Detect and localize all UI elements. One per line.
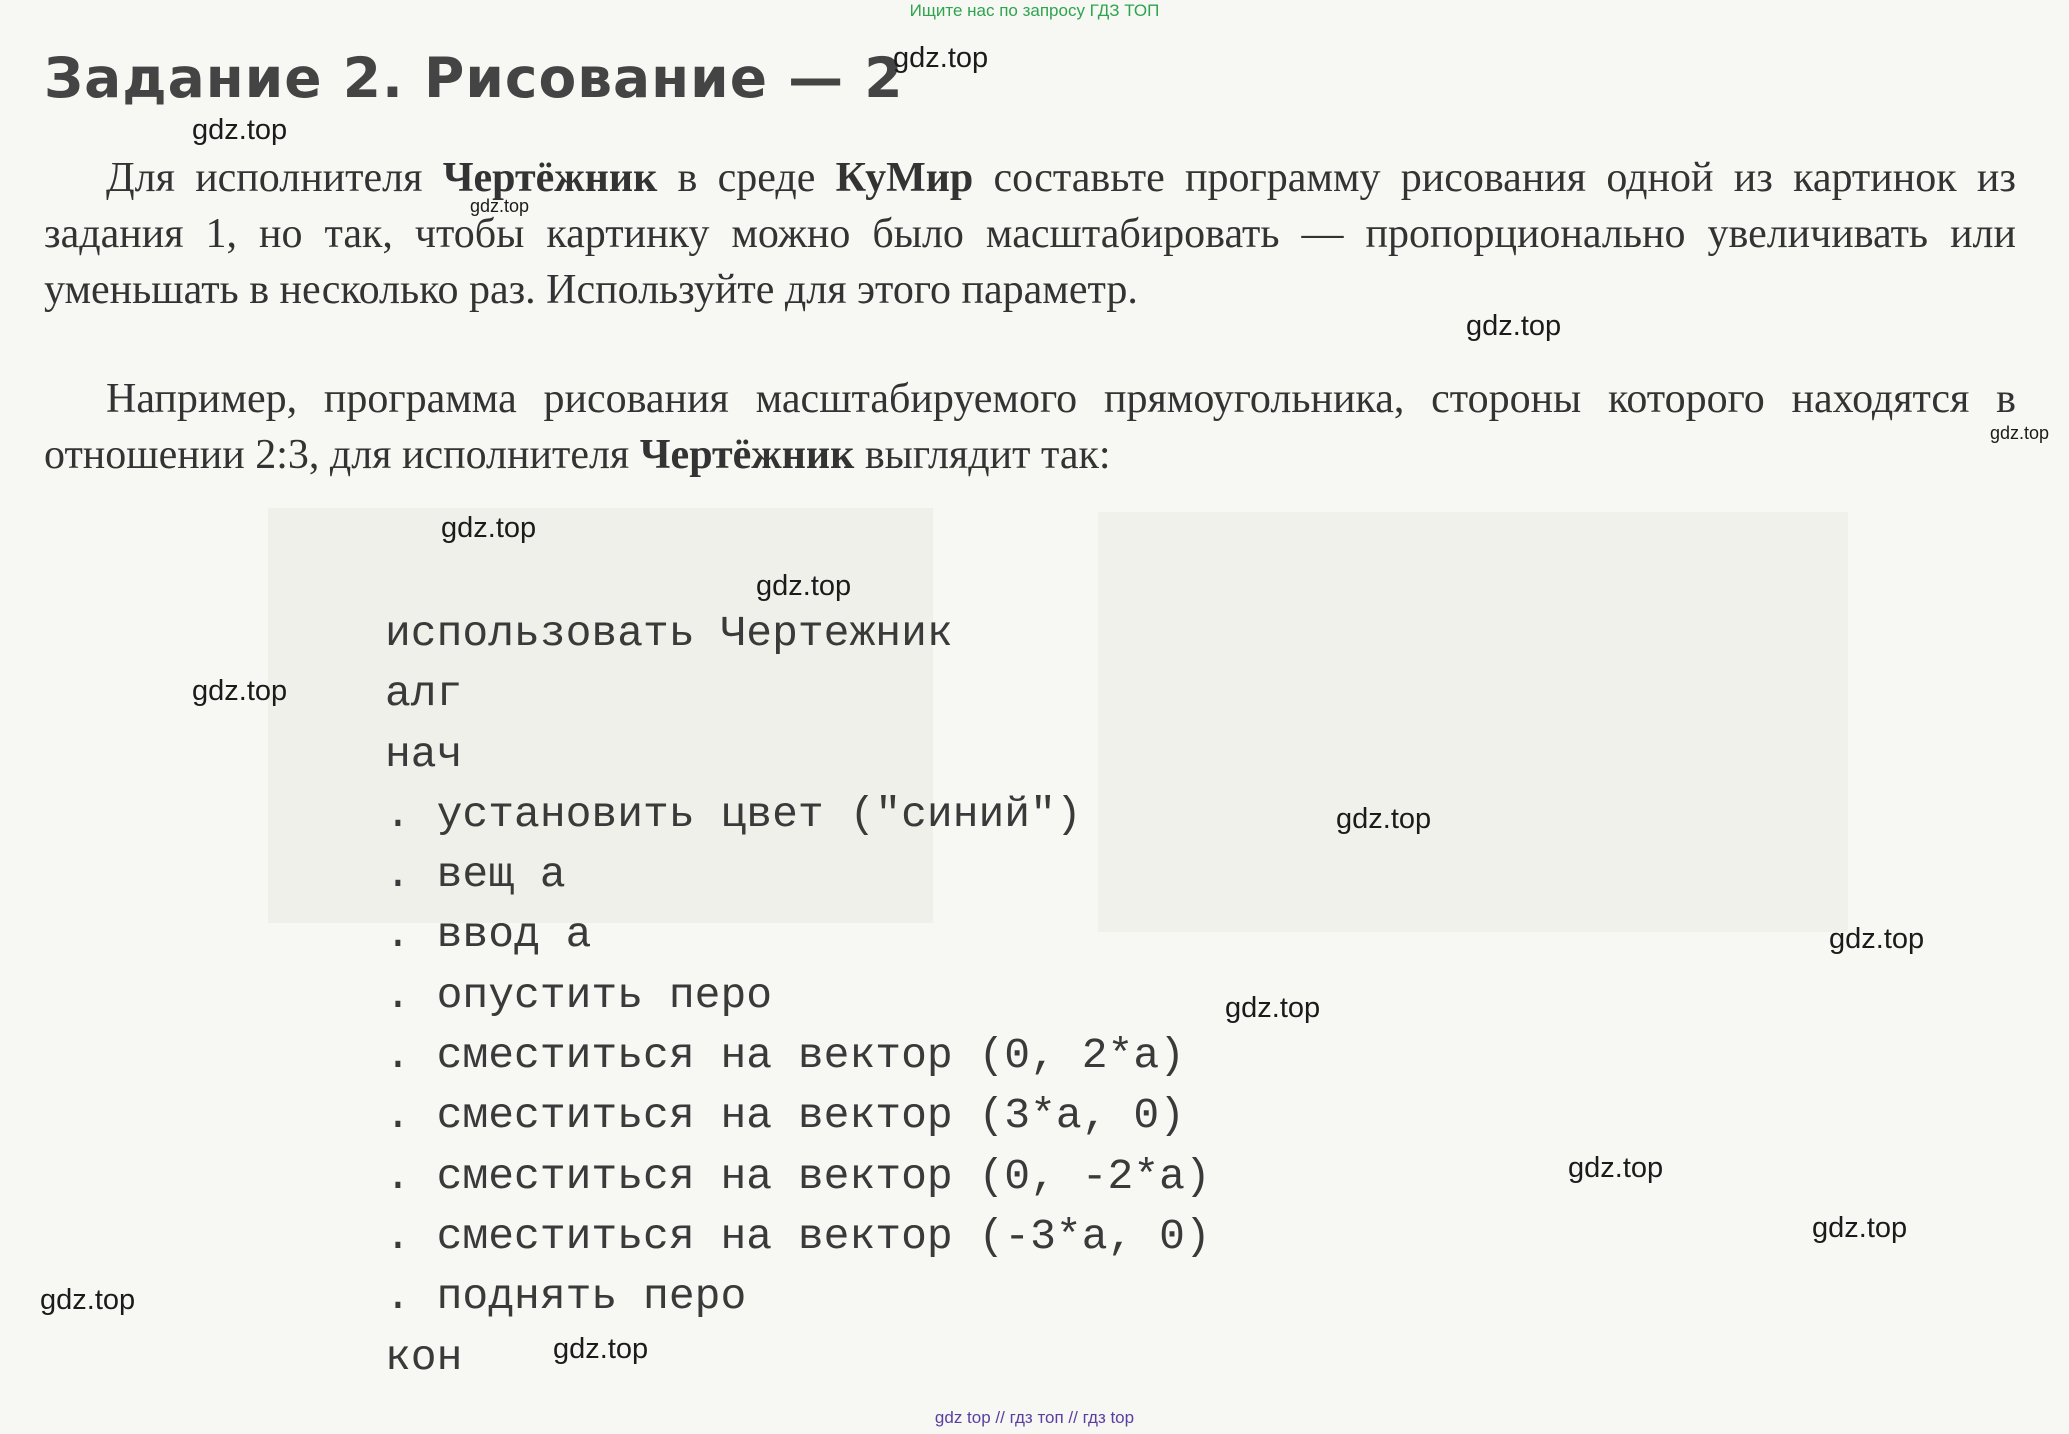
watermark: gdz.top [1568, 1152, 1664, 1184]
code-line: нач [385, 729, 463, 779]
bottom-banner[interactable]: gdz top // гдз топ // гдз top [934, 1408, 1135, 1427]
watermark: gdz.top [1812, 1212, 1908, 1244]
watermark: gdz.top [40, 1284, 136, 1316]
watermark: gdz.top [553, 1333, 649, 1365]
executor-name: Чертёжник [639, 432, 855, 478]
watermark: gdz.top [1466, 310, 1562, 342]
code-line: . установить цвет ("синий") [385, 789, 1082, 839]
text: Например, программа рисования масштабируемого прямоугольника, стороны которого находятся в отношении 2:3, для исполнителя [44, 376, 2016, 478]
code-listing [385, 604, 1211, 1388]
watermark: gdz.top [441, 512, 537, 544]
watermark: gdz.top [1225, 992, 1321, 1024]
text: выглядит так: [854, 432, 1111, 478]
text: составьте программу рисования одной из картинок из задания 1, но так, чтобы картинку можно было масштабировать — пропорционально увеличивать или уменьшать в несколько раз. Используйте для этого параметр. [44, 155, 2016, 313]
code-line: . вещ а [385, 850, 566, 900]
example-paragraph [44, 371, 2016, 483]
watermark: gdz.top [192, 675, 288, 707]
watermark: gdz.top [470, 196, 530, 216]
code-line: . сместиться на вектор (3*а, 0) [385, 1091, 1185, 1141]
task-paragraph [44, 150, 2016, 318]
text: Для исполнителя [106, 155, 443, 201]
code-line: использовать Чертежник [385, 609, 953, 658]
watermark: gdz.top [1829, 923, 1925, 955]
code-line: . ввод а [385, 910, 592, 960]
code-line: алг [385, 669, 463, 719]
top-banner[interactable]: Ищите нас по запросу ГДЗ ТОП [909, 1, 1160, 20]
task-title: Задание 2. Рисование — 2 [44, 46, 904, 110]
code-line: кон [385, 1332, 463, 1382]
watermark: gdz.top [893, 42, 989, 74]
environment-name: КуМир [835, 155, 974, 201]
watermark: gdz.top [756, 570, 852, 602]
code-line: . сместиться на вектор (-3*а, 0) [385, 1211, 1211, 1261]
watermark: gdz.top [1336, 803, 1432, 835]
executor-name: Чертёжник [442, 155, 658, 201]
text: в среде [657, 155, 836, 201]
code-line: . сместиться на вектор (0, -2*а) [385, 1151, 1211, 1201]
watermark: gdz.top [192, 114, 288, 146]
code-line: . сместиться на вектор (0, 2*а) [385, 1031, 1185, 1081]
watermark: gdz.top [1990, 423, 2050, 443]
code-line: . опустить перо [385, 970, 773, 1020]
code-line: . поднять перо [385, 1272, 747, 1322]
